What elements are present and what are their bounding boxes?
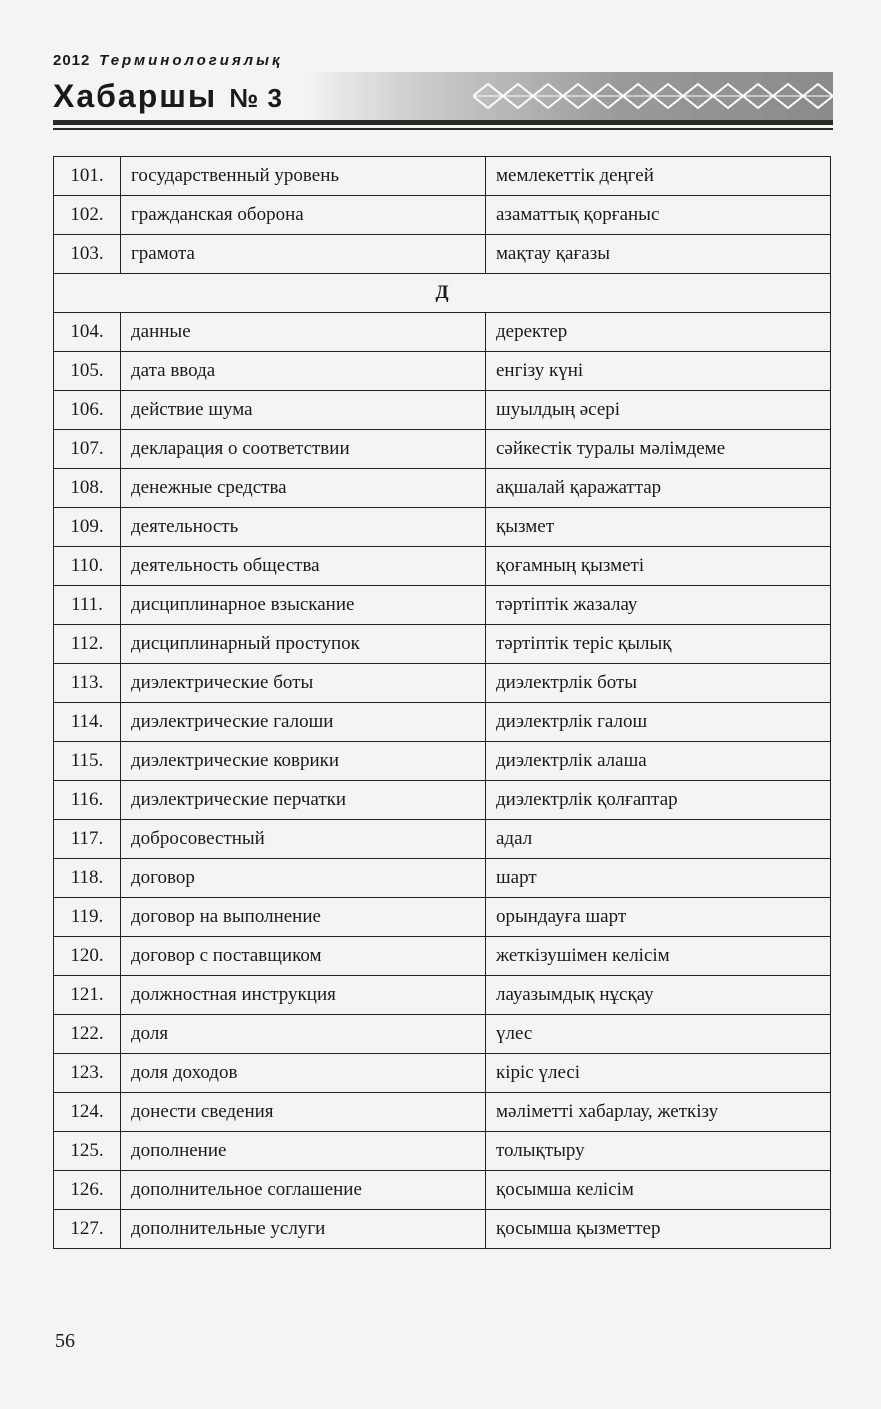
term-russian: декларация о соответствии [121, 430, 486, 469]
header-top-line [53, 52, 283, 70]
table-row [54, 820, 831, 859]
term-number: 124. [54, 1093, 121, 1132]
terminology-table-body [54, 157, 831, 1249]
term-number: 116. [54, 781, 121, 820]
term-russian: государственный уровень [121, 157, 486, 196]
table-row [54, 1171, 831, 1210]
page-number: 56 [55, 1330, 75, 1352]
term-kazakh: адал [486, 820, 831, 859]
table-row [54, 157, 831, 196]
term-russian: доля доходов [121, 1054, 486, 1093]
term-kazakh: мақтау қағазы [486, 235, 831, 274]
term-kazakh: шарт [486, 859, 831, 898]
table-row [54, 1015, 831, 1054]
table-row [54, 313, 831, 352]
table-row [54, 469, 831, 508]
term-russian: дисциплинарный проступок [121, 625, 486, 664]
header-subtitle: Терминологиялық [99, 52, 283, 69]
term-kazakh: орындауға шарт [486, 898, 831, 937]
term-kazakh: қызмет [486, 508, 831, 547]
table-row [54, 859, 831, 898]
term-russian: дисциплинарное взыскание [121, 586, 486, 625]
term-number: 123. [54, 1054, 121, 1093]
term-russian: должностная инструкция [121, 976, 486, 1015]
term-kazakh: қосымша қызметтер [486, 1210, 831, 1249]
term-kazakh: шуылдың әсері [486, 391, 831, 430]
term-kazakh: қосымша келісім [486, 1171, 831, 1210]
journal-title [53, 78, 283, 115]
term-number: 107. [54, 430, 121, 469]
term-kazakh: толықтыру [486, 1132, 831, 1171]
term-russian: дополнительное соглашение [121, 1171, 486, 1210]
term-number: 118. [54, 859, 121, 898]
table-row [54, 196, 831, 235]
term-kazakh: үлес [486, 1015, 831, 1054]
term-russian: действие шума [121, 391, 486, 430]
term-russian: диэлектрические галоши [121, 703, 486, 742]
table-row [54, 898, 831, 937]
term-russian: гражданская оборона [121, 196, 486, 235]
term-russian: деятельность [121, 508, 486, 547]
term-number: 108. [54, 469, 121, 508]
header-rule-thin [53, 128, 833, 130]
table-row [54, 1093, 831, 1132]
issue-number: № 3 [229, 83, 283, 113]
term-kazakh: жеткізушімен келісім [486, 937, 831, 976]
table-row [54, 781, 831, 820]
table-row [54, 352, 831, 391]
term-number: 122. [54, 1015, 121, 1054]
table-row [54, 586, 831, 625]
term-kazakh: ақшалай қаражаттар [486, 469, 831, 508]
term-russian: диэлектрические коврики [121, 742, 486, 781]
term-number: 125. [54, 1132, 121, 1171]
section-letter-row [54, 274, 831, 313]
term-kazakh: азаматтық қорғаныс [486, 196, 831, 235]
table-row [54, 1132, 831, 1171]
table-row [54, 1054, 831, 1093]
term-number: 103. [54, 235, 121, 274]
term-russian: деятельность общества [121, 547, 486, 586]
term-number: 105. [54, 352, 121, 391]
term-number: 113. [54, 664, 121, 703]
term-russian: доля [121, 1015, 486, 1054]
term-number: 115. [54, 742, 121, 781]
term-number: 114. [54, 703, 121, 742]
term-kazakh: диэлектрлік алаша [486, 742, 831, 781]
table-row [54, 430, 831, 469]
term-number: 101. [54, 157, 121, 196]
term-kazakh: мемлекеттік деңгей [486, 157, 831, 196]
page-header [53, 48, 833, 138]
section-letter: Д [54, 274, 831, 313]
term-kazakh: сәйкестік туралы мәлімдеме [486, 430, 831, 469]
term-kazakh: қоғамның қызметі [486, 547, 831, 586]
term-russian: грамота [121, 235, 486, 274]
terminology-table [53, 156, 831, 1249]
term-russian: договор на выполнение [121, 898, 486, 937]
term-russian: дополнение [121, 1132, 486, 1171]
table-row [54, 625, 831, 664]
term-number: 109. [54, 508, 121, 547]
term-kazakh: диэлектрлік галош [486, 703, 831, 742]
table-row [54, 742, 831, 781]
term-number: 117. [54, 820, 121, 859]
table-row [54, 235, 831, 274]
header-year: 2012 [53, 52, 91, 69]
header-ornament-band [303, 72, 833, 120]
table-row [54, 391, 831, 430]
term-kazakh: лауазымдық нұсқау [486, 976, 831, 1015]
term-russian: диэлектрические боты [121, 664, 486, 703]
term-number: 102. [54, 196, 121, 235]
term-kazakh: енгізу күні [486, 352, 831, 391]
term-number: 120. [54, 937, 121, 976]
table-row [54, 664, 831, 703]
term-number: 104. [54, 313, 121, 352]
table-row [54, 703, 831, 742]
term-russian: добросовестный [121, 820, 486, 859]
term-russian: дополнительные услуги [121, 1210, 486, 1249]
term-number: 126. [54, 1171, 121, 1210]
term-russian: донести сведения [121, 1093, 486, 1132]
term-kazakh: кіріс үлесі [486, 1054, 831, 1093]
table-row [54, 937, 831, 976]
term-russian: данные [121, 313, 486, 352]
table-row [54, 508, 831, 547]
term-number: 121. [54, 976, 121, 1015]
journal-title-text: Хабаршы [53, 78, 218, 114]
table-row [54, 976, 831, 1015]
term-russian: дата ввода [121, 352, 486, 391]
term-number: 127. [54, 1210, 121, 1249]
term-kazakh: диэлектрлік боты [486, 664, 831, 703]
term-number: 119. [54, 898, 121, 937]
term-kazakh: тәртіптік теріс қылық [486, 625, 831, 664]
term-russian: диэлектрические перчатки [121, 781, 486, 820]
term-kazakh: мәліметті хабарлау, жеткізу [486, 1093, 831, 1132]
table-row [54, 1210, 831, 1249]
term-kazakh: деректер [486, 313, 831, 352]
table-row [54, 547, 831, 586]
term-russian: договор [121, 859, 486, 898]
term-number: 111. [54, 586, 121, 625]
ornament-icon [473, 78, 833, 114]
header-rule [53, 120, 833, 125]
term-kazakh: диэлектрлік қолғаптар [486, 781, 831, 820]
term-kazakh: тәртіптік жазалау [486, 586, 831, 625]
term-russian: договор с поставщиком [121, 937, 486, 976]
term-number: 110. [54, 547, 121, 586]
term-russian: денежные средства [121, 469, 486, 508]
term-number: 106. [54, 391, 121, 430]
term-number: 112. [54, 625, 121, 664]
